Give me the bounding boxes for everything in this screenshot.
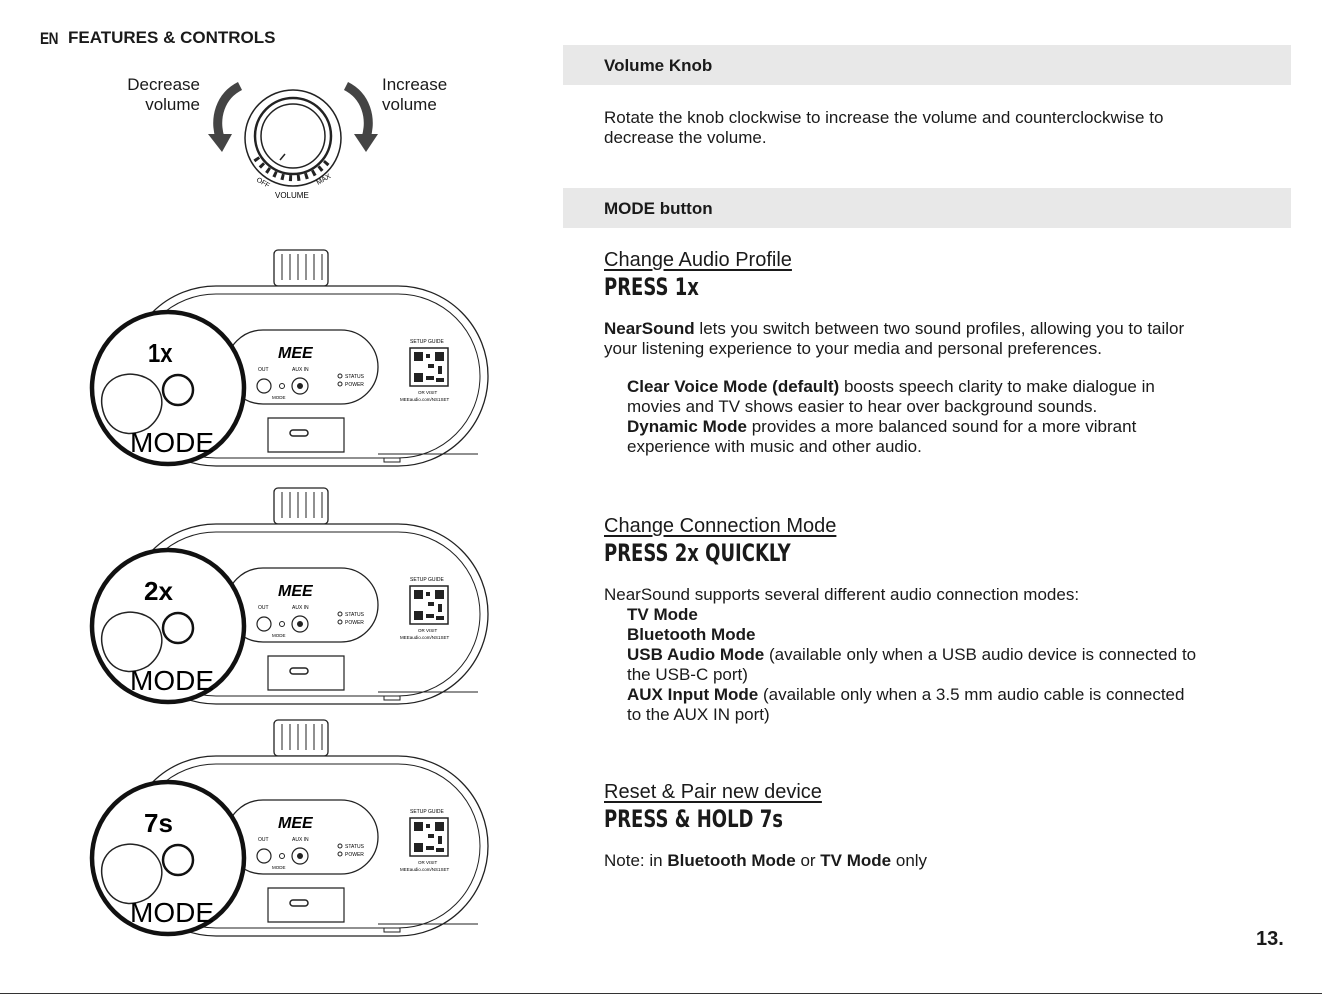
volume-knob-illustration (200, 78, 390, 204)
audio-profile-text: NearSound lets you switch between two sound profiles, allowing you to tailor your listening experience to your media and personal preferences. Clear Voice Mode (default) boosts speech clarity to make dialogue in movies and TV shows easier to hear over background sounds. Dynamic Mode provides a more balanced sound for a more vibrant experience with music and other audio. (604, 319, 1185, 456)
svg-text:2x: 2x (144, 576, 173, 606)
increase-volume-label: Increase volume (382, 75, 448, 114)
language-tag: EN (40, 29, 59, 48)
device-illustration-2x (88, 486, 493, 726)
svg-text:OFF: OFF (255, 176, 271, 190)
finger-icon (102, 844, 162, 903)
svg-text:MEE: MEE (278, 345, 313, 362)
decrease-volume-label: Decrease volume (127, 75, 200, 114)
svg-text:MEEaudio.com/NS1SET: MEEaudio.com/NS1SET (400, 867, 450, 872)
volume-knob-bar: Volume Knob (563, 45, 1291, 85)
press-1x-label: PRESS 1x (604, 273, 699, 301)
knob-icon (255, 98, 331, 174)
svg-text:MODE: MODE (130, 665, 214, 696)
mode-button-bar: MODE button (563, 188, 1291, 228)
svg-text:AUX IN: AUX IN (292, 605, 309, 611)
svg-text:STATUS: STATUS (345, 374, 364, 380)
svg-text:STATUS: STATUS (345, 844, 364, 850)
device-illustration-1x (88, 248, 493, 488)
svg-text:AUX IN: AUX IN (292, 367, 309, 373)
svg-text:VOLUME: VOLUME (275, 191, 309, 200)
svg-text:STATUS: STATUS (345, 612, 364, 618)
svg-text:OUT: OUT (258, 367, 269, 373)
audio-profile-heading: Change Audio Profile (604, 249, 792, 271)
svg-text:1x: 1x (148, 339, 173, 369)
svg-text:OR VISIT: OR VISIT (418, 860, 438, 865)
press-2x-label: PRESS 2x QUICKLY (604, 539, 791, 567)
device-illustration-7s (88, 718, 493, 958)
svg-text:MAX: MAX (315, 173, 333, 187)
svg-text:AUX IN: AUX IN (292, 837, 309, 843)
svg-text:MEE: MEE (278, 815, 313, 832)
counterclockwise-arrow-icon (218, 86, 240, 138)
bottom-divider (0, 993, 1322, 994)
svg-text:POWER: POWER (345, 620, 364, 626)
svg-text:MEEaudio.com/NS1SET: MEEaudio.com/NS1SET (400, 397, 450, 402)
svg-text:SETUP GUIDE: SETUP GUIDE (410, 339, 444, 345)
page-title: FEATURES & CONTROLS (68, 28, 276, 47)
svg-text:MEE: MEE (278, 583, 313, 600)
connection-mode-text: NearSound supports several different audio connection modes: TV Mode Bluetooth Mode USB Audio Mode (available only when a USB audio device is connected to the USB-C port) AUX Input Mode (available only when a 3.5 mm audio cable is connected to the AUX IN port) (604, 585, 1197, 724)
finger-icon (102, 612, 162, 671)
volume-knob-text: Rotate the knob clockwise to increase the volume and counterclockwise to decrease the volume. (604, 108, 1164, 147)
svg-text:MODE: MODE (272, 865, 286, 870)
finger-icon (102, 374, 162, 433)
svg-text:OUT: OUT (258, 605, 269, 611)
svg-text:SETUP GUIDE: SETUP GUIDE (410, 577, 444, 583)
reset-note: Note: in Bluetooth Mode or TV Mode only (604, 851, 928, 870)
svg-text:MODE: MODE (130, 427, 214, 458)
svg-text:MODE: MODE (272, 633, 286, 638)
connection-mode-heading: Change Connection Mode (604, 515, 837, 537)
clockwise-arrow-icon (346, 86, 368, 138)
page-number: 13. (1256, 928, 1284, 950)
press-hold-7s-label: PRESS & HOLD 7s (604, 805, 783, 833)
svg-text:POWER: POWER (345, 382, 364, 388)
svg-text:POWER: POWER (345, 852, 364, 858)
svg-text:MODE: MODE (130, 897, 214, 928)
svg-text:7s: 7s (144, 808, 173, 838)
svg-text:OR VISIT: OR VISIT (418, 628, 438, 633)
svg-text:MEEaudio.com/NS1SET: MEEaudio.com/NS1SET (400, 635, 450, 640)
svg-text:MODE: MODE (272, 395, 286, 400)
svg-text:OR VISIT: OR VISIT (418, 390, 438, 395)
reset-heading: Reset & Pair new device (604, 781, 822, 803)
svg-text:SETUP GUIDE: SETUP GUIDE (410, 809, 444, 815)
svg-text:OUT: OUT (258, 837, 269, 843)
